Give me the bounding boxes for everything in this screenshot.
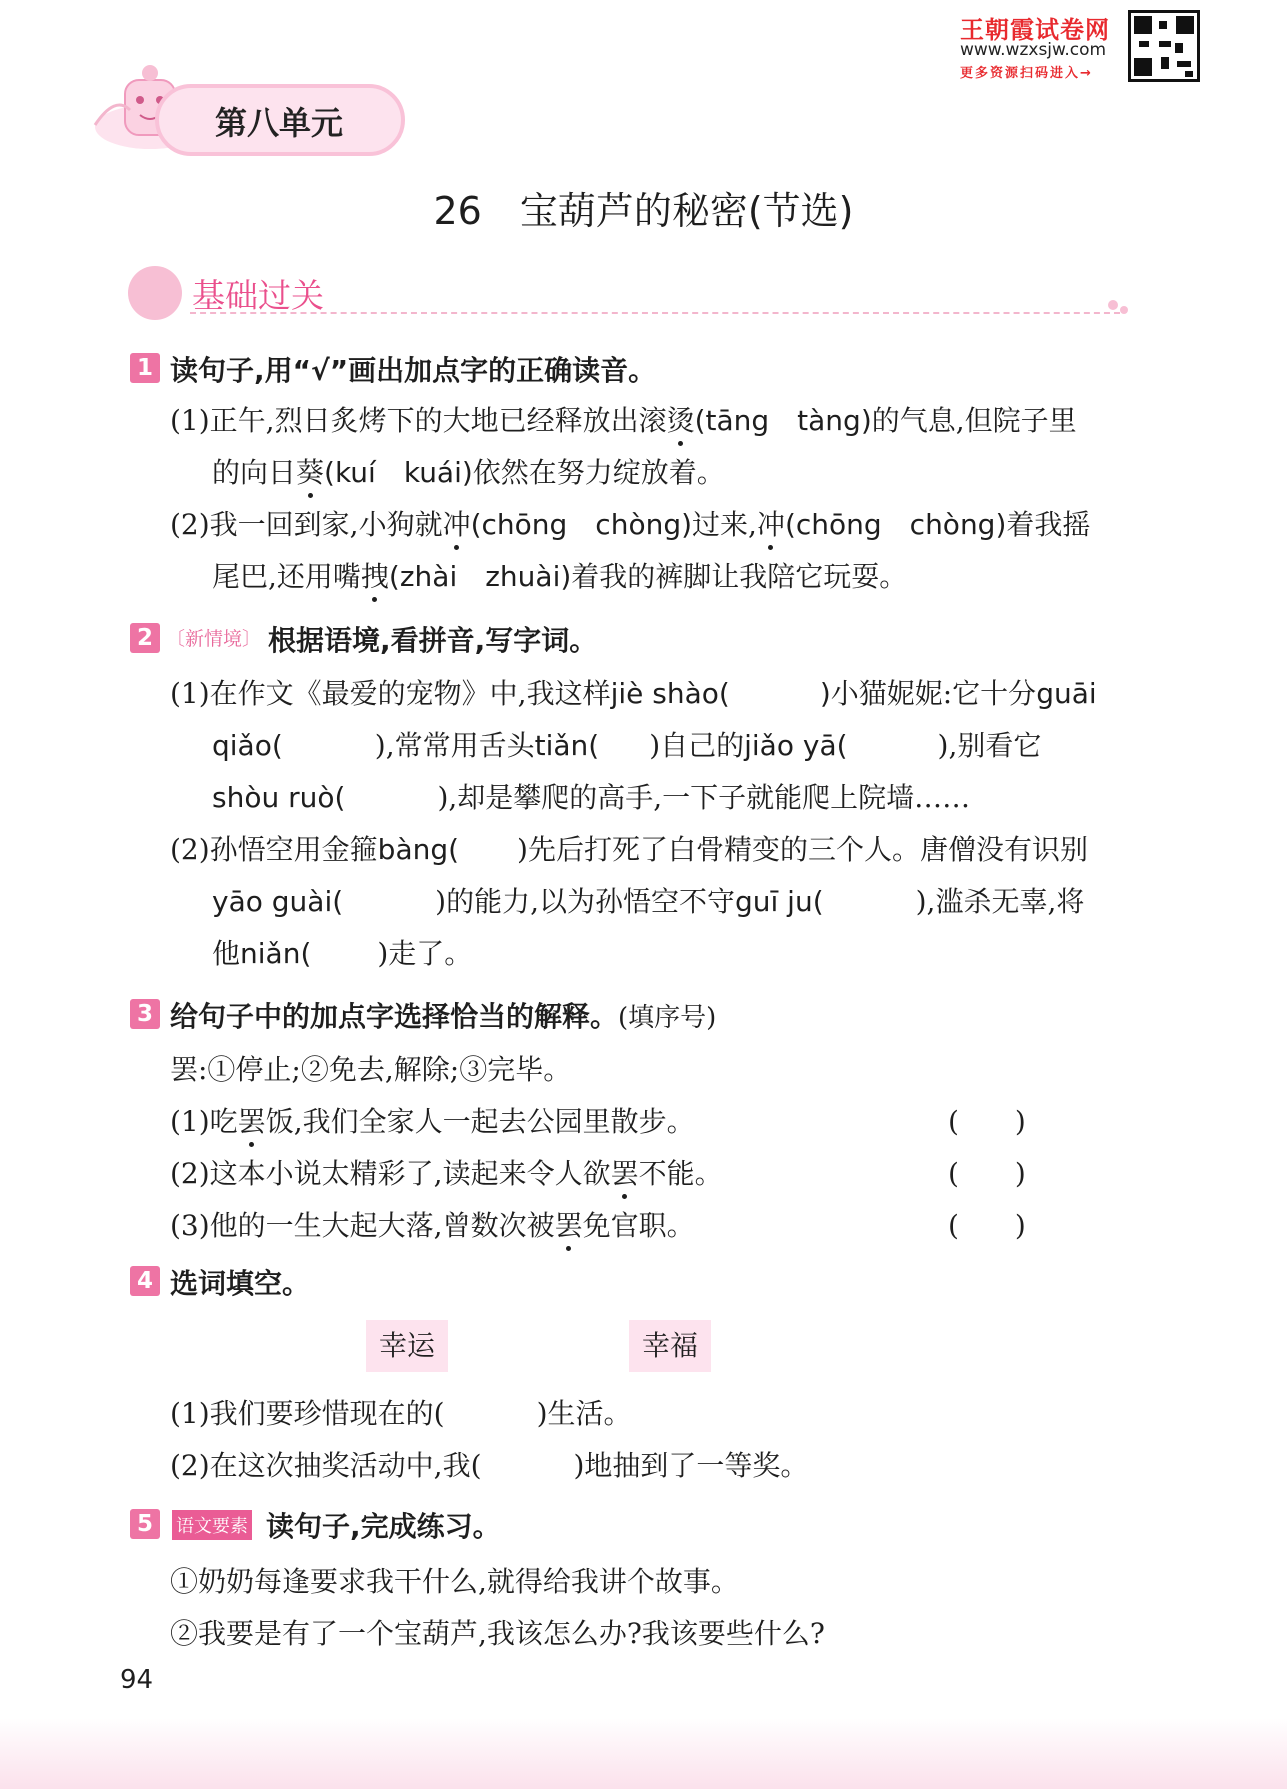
dotted-char: 葵 — [296, 456, 325, 489]
section-badge-icon — [128, 266, 182, 320]
answer-bracket[interactable]: ( ) — [948, 1105, 1026, 1138]
dotted-char: 冲 — [756, 508, 785, 541]
definition-line: 罢:①停止;②免去,解除;③完毕。 — [170, 1053, 572, 1086]
question-number: 2 — [130, 623, 160, 653]
question-number: 1 — [130, 353, 160, 383]
q1-line-4: 尾巴,还用嘴拽(zhài zhuài)着我的裤脚让我陪它玩耍。 — [212, 560, 908, 593]
q2-line-4: (2)孙悟空用金箍bàng( )先后打死了白骨精变的三个人。唐僧没有识别 — [170, 833, 1088, 866]
question-title: 读句子,用“√”画出加点字的正确读音。 — [170, 354, 657, 387]
q1-line-2: 的向日葵(kuí kuái)依然在努力绽放着。 — [212, 456, 725, 489]
lesson-title: 26 宝葫芦的秘密(节选) — [433, 189, 854, 233]
question-number: 4 — [130, 1266, 160, 1296]
q5-sentence-2: ②我要是有了一个宝葫芦,我该怎么办?我该要些什么? — [170, 1617, 825, 1650]
dotted-char: 罢 — [554, 1209, 583, 1242]
question-title: 根据语境,看拼音,写字词。 — [268, 624, 598, 657]
q3-item-3: (3)他的一生大起大落,曾数次被罢免官职。 — [170, 1209, 695, 1242]
language-element-tag: 语文要素 — [172, 1510, 252, 1540]
dotted-char: 罢 — [610, 1157, 639, 1190]
dotted-char: 冲 — [442, 508, 471, 541]
q2-line-6: 他niǎn( )走了。 — [212, 937, 473, 970]
section-title: 基础过关 — [192, 276, 324, 315]
brand-name: 王朝霞试卷网 — [960, 16, 1110, 44]
section-divider — [190, 312, 1120, 314]
qr-code-icon[interactable] — [1128, 10, 1200, 82]
question-title: 选词填空。 — [170, 1267, 311, 1300]
q3-item-1: (1)吃罢饭,我们全家人一起去公园里散步。 — [170, 1105, 695, 1138]
footer-band — [0, 1718, 1287, 1789]
divider-dot — [1120, 306, 1128, 314]
q2-line-3: shòu ruò( ),却是攀爬的高手,一下子就能爬上院墙…… — [212, 781, 971, 814]
dotted-char: 拽 — [360, 560, 389, 593]
q2-line-5: yāo guài( )的能力,以为孙悟空不守guī ju( ),滥杀无辜,将 — [212, 885, 1085, 918]
q4-line-1: (1)我们要珍惜现在的( )生活。 — [170, 1397, 632, 1430]
new-context-tag: 〔新情境〕 — [166, 628, 262, 650]
answer-bracket[interactable]: ( ) — [948, 1209, 1026, 1242]
question-number: 5 — [130, 1509, 160, 1539]
page-number: 94 — [120, 1665, 154, 1695]
unit-title: 第八单元 — [215, 104, 344, 142]
word-choice: 幸运 — [366, 1320, 448, 1372]
q1-line-3: (2)我一回到家,小狗就冲(chōng chòng)过来,冲(chōng chòng)着我摇 — [170, 508, 1091, 541]
question-title: 给句子中的加点字选择恰当的解释。(填序号) — [170, 1000, 717, 1033]
divider-dot — [1108, 300, 1118, 310]
question-number: 3 — [130, 999, 160, 1029]
dotted-char: 烫 — [666, 404, 695, 437]
brand-url: www.wzxsjw.com — [960, 40, 1107, 60]
q4-line-2: (2)在这次抽奖活动中,我( )地抽到了一等奖。 — [170, 1449, 809, 1482]
q2-line-1: (1)在作文《最爱的宠物》中,我这样jiè shào( )小猫妮妮:它十分guāi — [170, 677, 1097, 710]
q5-sentence-1: ①奶奶每逢要求我干什么,就得给我讲个故事。 — [170, 1565, 739, 1598]
answer-bracket[interactable]: ( ) — [948, 1157, 1026, 1190]
brand-tagline: 更多资源扫码进入→ — [960, 66, 1093, 81]
word-choice: 幸福 — [629, 1320, 711, 1372]
question-title: 读句子,完成练习。 — [266, 1510, 501, 1543]
dotted-char: 罢 — [237, 1105, 266, 1138]
q1-line-1: (1)正午,烈日炙烤下的大地已经释放出滚烫(tāng tàng)的气息,但院子里 — [170, 404, 1077, 437]
q3-item-2: (2)这本小说太精彩了,读起来令人欲罢不能。 — [170, 1157, 723, 1190]
q2-line-2: qiǎo( ),常常用舌头tiǎn( )自己的jiǎo yā( ),别看它 — [212, 729, 1042, 762]
